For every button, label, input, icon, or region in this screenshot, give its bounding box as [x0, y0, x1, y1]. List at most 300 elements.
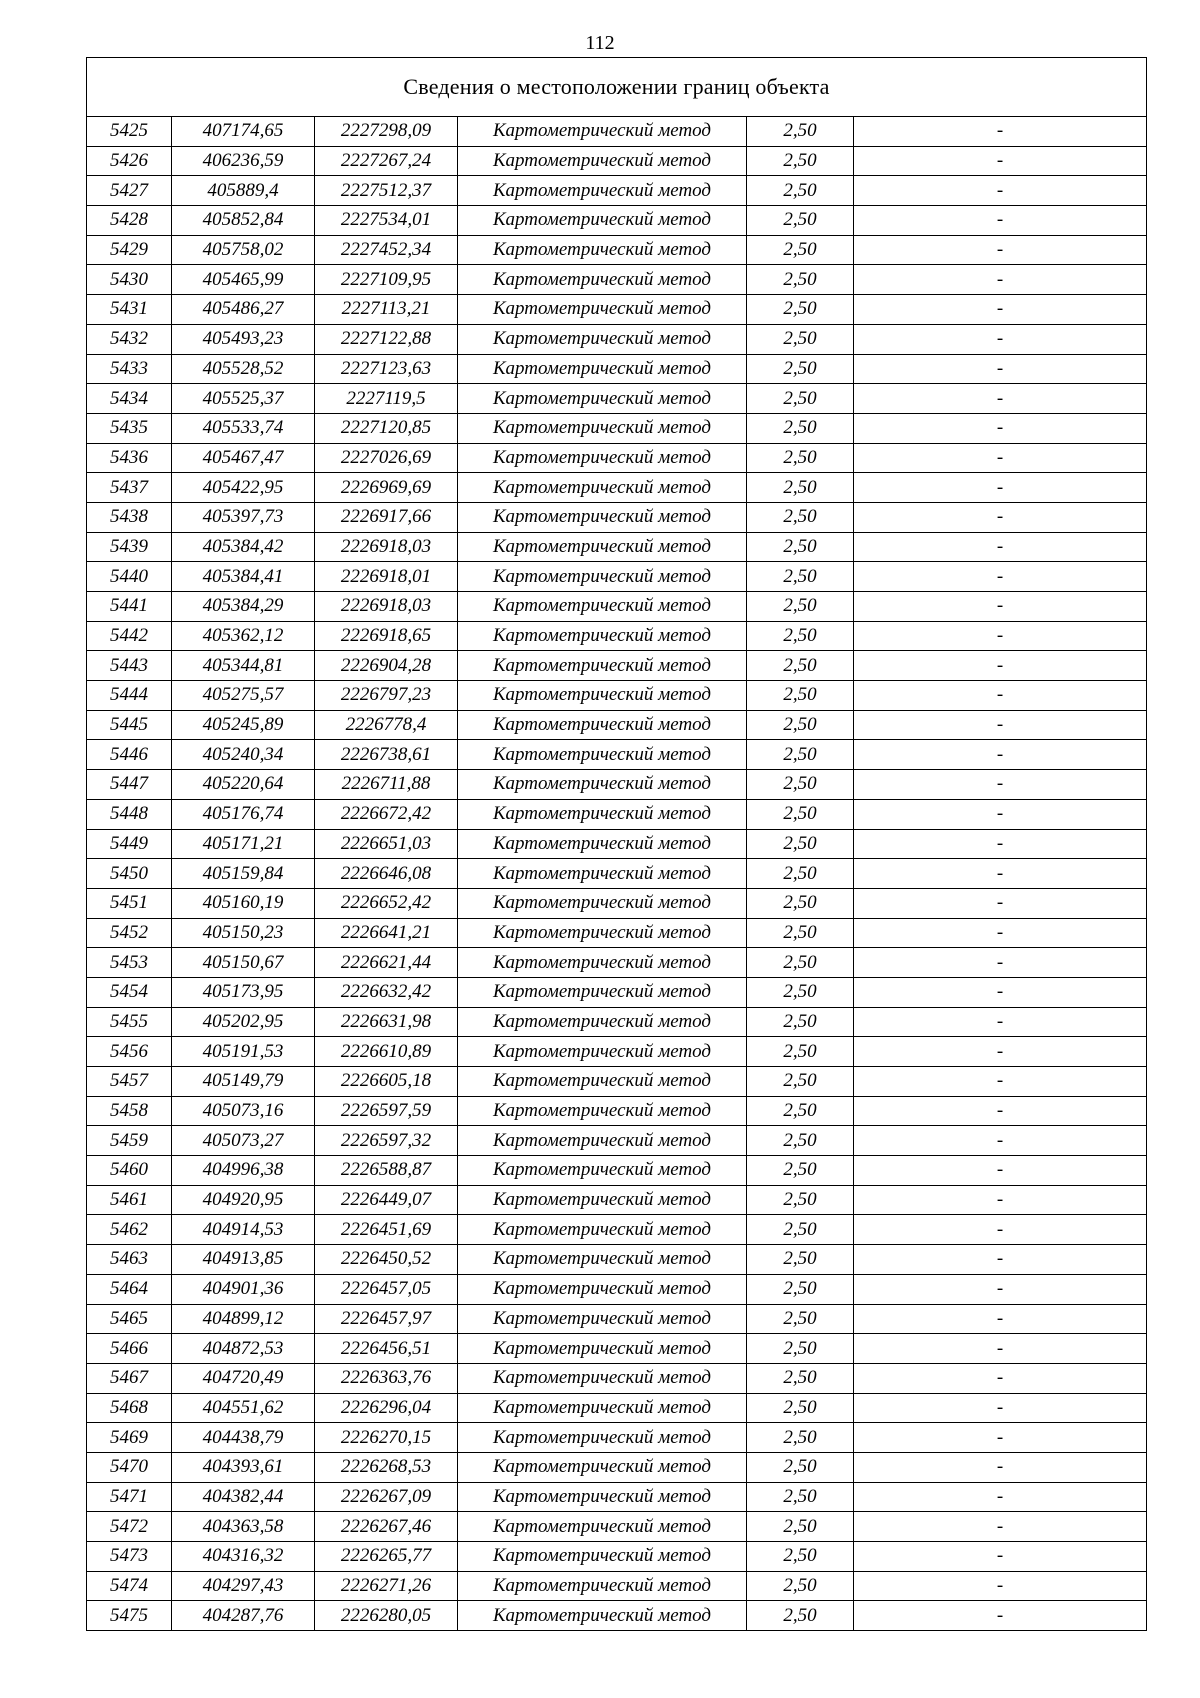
x-coordinate-cell: 404316,32: [172, 1542, 315, 1572]
x-coordinate-cell: 405159,84: [172, 859, 315, 889]
description-cell: -: [854, 562, 1147, 592]
point-number-cell: 5464: [87, 1274, 172, 1304]
point-number-cell: 5463: [87, 1245, 172, 1275]
description-cell: -: [854, 1126, 1147, 1156]
y-coordinate-cell: 2226265,77: [315, 1542, 458, 1572]
point-number-cell: 5454: [87, 977, 172, 1007]
description-cell: -: [854, 117, 1147, 147]
point-number-cell: 5441: [87, 592, 172, 622]
x-coordinate-cell: 405758,02: [172, 235, 315, 265]
y-coordinate-cell: 2227120,85: [315, 413, 458, 443]
description-cell: -: [854, 829, 1147, 859]
y-coordinate-cell: 2226280,05: [315, 1601, 458, 1631]
table-row: [87, 295, 1147, 325]
method-cell: Картометрический метод: [458, 1185, 747, 1215]
description-cell: -: [854, 651, 1147, 681]
method-cell: Картометрический метод: [458, 1601, 747, 1631]
table-row: [87, 473, 1147, 503]
point-number-cell: 5435: [87, 413, 172, 443]
accuracy-cell: 2,50: [747, 1542, 854, 1572]
y-coordinate-cell: 2226267,09: [315, 1482, 458, 1512]
accuracy-cell: 2,50: [747, 176, 854, 206]
accuracy-cell: 2,50: [747, 829, 854, 859]
table-row: [87, 1067, 1147, 1097]
method-cell: Картометрический метод: [458, 1334, 747, 1364]
description-cell: -: [854, 443, 1147, 473]
y-coordinate-cell: 2227267,24: [315, 146, 458, 176]
description-cell: -: [854, 1215, 1147, 1245]
table-row: [87, 1245, 1147, 1275]
y-coordinate-cell: 2226918,01: [315, 562, 458, 592]
point-number-cell: 5446: [87, 740, 172, 770]
boundary-coordinates-table: [86, 57, 1147, 1631]
point-number-cell: 5460: [87, 1156, 172, 1186]
description-cell: -: [854, 888, 1147, 918]
description-cell: -: [854, 1542, 1147, 1572]
description-cell: -: [854, 710, 1147, 740]
method-cell: Картометрический метод: [458, 1067, 747, 1097]
y-coordinate-cell: 2226917,66: [315, 502, 458, 532]
description-cell: -: [854, 1452, 1147, 1482]
accuracy-cell: 2,50: [747, 324, 854, 354]
description-cell: -: [854, 1363, 1147, 1393]
y-coordinate-cell: 2226646,08: [315, 859, 458, 889]
table-row: [87, 206, 1147, 236]
point-number-cell: 5436: [87, 443, 172, 473]
description-cell: -: [854, 592, 1147, 622]
table-body: [87, 117, 1147, 1631]
point-number-cell: 5459: [87, 1126, 172, 1156]
y-coordinate-cell: 2226778,4: [315, 710, 458, 740]
x-coordinate-cell: 405525,37: [172, 384, 315, 414]
table-row: [87, 1542, 1147, 1572]
x-coordinate-cell: 405220,64: [172, 770, 315, 800]
x-coordinate-cell: 404363,58: [172, 1512, 315, 1542]
y-coordinate-cell: 2226363,76: [315, 1363, 458, 1393]
y-coordinate-cell: 2227298,09: [315, 117, 458, 147]
description-cell: -: [854, 146, 1147, 176]
accuracy-cell: 2,50: [747, 473, 854, 503]
y-coordinate-cell: 2226738,61: [315, 740, 458, 770]
y-coordinate-cell: 2227119,5: [315, 384, 458, 414]
method-cell: Картометрический метод: [458, 1571, 747, 1601]
table-row: [87, 502, 1147, 532]
x-coordinate-cell: 405073,16: [172, 1096, 315, 1126]
table-row: [87, 829, 1147, 859]
description-cell: -: [854, 354, 1147, 384]
method-cell: Картометрический метод: [458, 1126, 747, 1156]
method-cell: Картометрический метод: [458, 1245, 747, 1275]
point-number-cell: 5453: [87, 948, 172, 978]
method-cell: Картометрический метод: [458, 621, 747, 651]
point-number-cell: 5437: [87, 473, 172, 503]
description-cell: -: [854, 235, 1147, 265]
x-coordinate-cell: 405493,23: [172, 324, 315, 354]
method-cell: Картометрический метод: [458, 1156, 747, 1186]
method-cell: Картометрический метод: [458, 532, 747, 562]
point-number-cell: 5465: [87, 1304, 172, 1334]
method-cell: Картометрический метод: [458, 651, 747, 681]
method-cell: Картометрический метод: [458, 1512, 747, 1542]
table-row: [87, 1007, 1147, 1037]
description-cell: -: [854, 473, 1147, 503]
point-number-cell: 5427: [87, 176, 172, 206]
table-row: [87, 443, 1147, 473]
x-coordinate-cell: 404287,76: [172, 1601, 315, 1631]
description-cell: -: [854, 918, 1147, 948]
x-coordinate-cell: 405384,41: [172, 562, 315, 592]
table-row: [87, 176, 1147, 206]
table-row: [87, 1185, 1147, 1215]
y-coordinate-cell: 2226904,28: [315, 651, 458, 681]
table-row: [87, 324, 1147, 354]
description-cell: -: [854, 859, 1147, 889]
description-cell: -: [854, 1512, 1147, 1542]
y-coordinate-cell: 2226652,42: [315, 888, 458, 918]
method-cell: Картометрический метод: [458, 1304, 747, 1334]
point-number-cell: 5428: [87, 206, 172, 236]
x-coordinate-cell: 405422,95: [172, 473, 315, 503]
y-coordinate-cell: 2226268,53: [315, 1452, 458, 1482]
accuracy-cell: 2,50: [747, 1452, 854, 1482]
accuracy-cell: 2,50: [747, 384, 854, 414]
x-coordinate-cell: 406236,59: [172, 146, 315, 176]
accuracy-cell: 2,50: [747, 354, 854, 384]
x-coordinate-cell: 405150,23: [172, 918, 315, 948]
table-row: [87, 651, 1147, 681]
method-cell: Картометрический метод: [458, 354, 747, 384]
x-coordinate-cell: 404899,12: [172, 1304, 315, 1334]
table-row: [87, 1363, 1147, 1393]
point-number-cell: 5442: [87, 621, 172, 651]
accuracy-cell: 2,50: [747, 681, 854, 711]
x-coordinate-cell: 404996,38: [172, 1156, 315, 1186]
accuracy-cell: 2,50: [747, 413, 854, 443]
table-row: [87, 859, 1147, 889]
method-cell: Картометрический метод: [458, 1215, 747, 1245]
accuracy-cell: 2,50: [747, 1245, 854, 1275]
table-row: [87, 977, 1147, 1007]
x-coordinate-cell: 405465,99: [172, 265, 315, 295]
table-row: [87, 592, 1147, 622]
accuracy-cell: 2,50: [747, 710, 854, 740]
accuracy-cell: 2,50: [747, 235, 854, 265]
method-cell: Картометрический метод: [458, 443, 747, 473]
method-cell: Картометрический метод: [458, 1363, 747, 1393]
page-number: 112: [585, 32, 615, 54]
x-coordinate-cell: 405275,57: [172, 681, 315, 711]
description-cell: -: [854, 1393, 1147, 1423]
table-row: [87, 1393, 1147, 1423]
description-cell: -: [854, 1304, 1147, 1334]
description-cell: -: [854, 799, 1147, 829]
point-number-cell: 5429: [87, 235, 172, 265]
point-number-cell: 5458: [87, 1096, 172, 1126]
accuracy-cell: 2,50: [747, 1423, 854, 1453]
x-coordinate-cell: 405073,27: [172, 1126, 315, 1156]
description-cell: -: [854, 413, 1147, 443]
x-coordinate-cell: 405240,34: [172, 740, 315, 770]
method-cell: Картометрический метод: [458, 829, 747, 859]
x-coordinate-cell: 405245,89: [172, 710, 315, 740]
method-cell: Картометрический метод: [458, 1037, 747, 1067]
table-row: [87, 710, 1147, 740]
point-number-cell: 5443: [87, 651, 172, 681]
table-row: [87, 770, 1147, 800]
x-coordinate-cell: 404382,44: [172, 1482, 315, 1512]
table-row: [87, 235, 1147, 265]
point-number-cell: 5469: [87, 1423, 172, 1453]
table-row: [87, 1096, 1147, 1126]
x-coordinate-cell: 404914,53: [172, 1215, 315, 1245]
x-coordinate-cell: 405149,79: [172, 1067, 315, 1097]
y-coordinate-cell: 2226631,98: [315, 1007, 458, 1037]
accuracy-cell: 2,50: [747, 1571, 854, 1601]
x-coordinate-cell: 405397,73: [172, 502, 315, 532]
table-row: [87, 354, 1147, 384]
accuracy-cell: 2,50: [747, 1601, 854, 1631]
description-cell: -: [854, 1245, 1147, 1275]
x-coordinate-cell: 405362,12: [172, 621, 315, 651]
description-cell: -: [854, 1007, 1147, 1037]
method-cell: Картометрический метод: [458, 384, 747, 414]
point-number-cell: 5439: [87, 532, 172, 562]
y-coordinate-cell: 2226270,15: [315, 1423, 458, 1453]
accuracy-cell: 2,50: [747, 799, 854, 829]
table-row: [87, 413, 1147, 443]
accuracy-cell: 2,50: [747, 1067, 854, 1097]
accuracy-cell: 2,50: [747, 265, 854, 295]
y-coordinate-cell: 2227109,95: [315, 265, 458, 295]
point-number-cell: 5457: [87, 1067, 172, 1097]
x-coordinate-cell: 404901,36: [172, 1274, 315, 1304]
description-cell: -: [854, 532, 1147, 562]
table-row: [87, 1512, 1147, 1542]
method-cell: Картометрический метод: [458, 117, 747, 147]
description-cell: -: [854, 1571, 1147, 1601]
accuracy-cell: 2,50: [747, 592, 854, 622]
method-cell: Картометрический метод: [458, 265, 747, 295]
y-coordinate-cell: 2226457,97: [315, 1304, 458, 1334]
y-coordinate-cell: 2227512,37: [315, 176, 458, 206]
description-cell: -: [854, 740, 1147, 770]
accuracy-cell: 2,50: [747, 1304, 854, 1334]
accuracy-cell: 2,50: [747, 1334, 854, 1364]
accuracy-cell: 2,50: [747, 621, 854, 651]
method-cell: Картометрический метод: [458, 235, 747, 265]
accuracy-cell: 2,50: [747, 948, 854, 978]
accuracy-cell: 2,50: [747, 977, 854, 1007]
x-coordinate-cell: 404720,49: [172, 1363, 315, 1393]
x-coordinate-cell: 405889,4: [172, 176, 315, 206]
description-cell: -: [854, 324, 1147, 354]
accuracy-cell: 2,50: [747, 443, 854, 473]
accuracy-cell: 2,50: [747, 146, 854, 176]
y-coordinate-cell: 2226797,23: [315, 681, 458, 711]
x-coordinate-cell: 405160,19: [172, 888, 315, 918]
point-number-cell: 5445: [87, 710, 172, 740]
accuracy-cell: 2,50: [747, 1482, 854, 1512]
y-coordinate-cell: 2226918,03: [315, 532, 458, 562]
y-coordinate-cell: 2226456,51: [315, 1334, 458, 1364]
accuracy-cell: 2,50: [747, 502, 854, 532]
description-cell: -: [854, 1037, 1147, 1067]
y-coordinate-cell: 2227122,88: [315, 324, 458, 354]
description-cell: -: [854, 502, 1147, 532]
description-cell: -: [854, 1185, 1147, 1215]
method-cell: Картометрический метод: [458, 770, 747, 800]
description-cell: -: [854, 206, 1147, 236]
accuracy-cell: 2,50: [747, 1393, 854, 1423]
table-row: [87, 146, 1147, 176]
point-number-cell: 5471: [87, 1482, 172, 1512]
table-row: [87, 1571, 1147, 1601]
x-coordinate-cell: 404920,95: [172, 1185, 315, 1215]
table-row: [87, 888, 1147, 918]
point-number-cell: 5474: [87, 1571, 172, 1601]
point-number-cell: 5449: [87, 829, 172, 859]
point-number-cell: 5425: [87, 117, 172, 147]
method-cell: Картометрический метод: [458, 740, 747, 770]
method-cell: Картометрический метод: [458, 799, 747, 829]
description-cell: -: [854, 770, 1147, 800]
table-row: [87, 1156, 1147, 1186]
point-number-cell: 5444: [87, 681, 172, 711]
y-coordinate-cell: 2226271,26: [315, 1571, 458, 1601]
point-number-cell: 5451: [87, 888, 172, 918]
x-coordinate-cell: 404438,79: [172, 1423, 315, 1453]
y-coordinate-cell: 2226711,88: [315, 770, 458, 800]
y-coordinate-cell: 2226969,69: [315, 473, 458, 503]
description-cell: -: [854, 621, 1147, 651]
accuracy-cell: 2,50: [747, 1215, 854, 1245]
table-row: [87, 1482, 1147, 1512]
x-coordinate-cell: 405384,29: [172, 592, 315, 622]
description-cell: -: [854, 1096, 1147, 1126]
description-cell: -: [854, 1067, 1147, 1097]
x-coordinate-cell: 405202,95: [172, 1007, 315, 1037]
x-coordinate-cell: 404872,53: [172, 1334, 315, 1364]
table-row: [87, 1304, 1147, 1334]
point-number-cell: 5455: [87, 1007, 172, 1037]
table-row: [87, 1452, 1147, 1482]
method-cell: Картометрический метод: [458, 681, 747, 711]
accuracy-cell: 2,50: [747, 1185, 854, 1215]
x-coordinate-cell: 405171,21: [172, 829, 315, 859]
method-cell: Картометрический метод: [458, 1007, 747, 1037]
accuracy-cell: 2,50: [747, 1037, 854, 1067]
accuracy-cell: 2,50: [747, 651, 854, 681]
table-row: [87, 1274, 1147, 1304]
description-cell: -: [854, 1156, 1147, 1186]
accuracy-cell: 2,50: [747, 532, 854, 562]
description-cell: -: [854, 1423, 1147, 1453]
point-number-cell: 5432: [87, 324, 172, 354]
method-cell: Картометрический метод: [458, 146, 747, 176]
point-number-cell: 5470: [87, 1452, 172, 1482]
point-number-cell: 5462: [87, 1215, 172, 1245]
accuracy-cell: 2,50: [747, 1156, 854, 1186]
point-number-cell: 5452: [87, 918, 172, 948]
table-row: [87, 621, 1147, 651]
table-row: [87, 740, 1147, 770]
x-coordinate-cell: 404393,61: [172, 1452, 315, 1482]
accuracy-cell: 2,50: [747, 740, 854, 770]
point-number-cell: 5434: [87, 384, 172, 414]
point-number-cell: 5426: [87, 146, 172, 176]
x-coordinate-cell: 404297,43: [172, 1571, 315, 1601]
x-coordinate-cell: 407174,65: [172, 117, 315, 147]
point-number-cell: 5473: [87, 1542, 172, 1572]
method-cell: Картометрический метод: [458, 502, 747, 532]
point-number-cell: 5467: [87, 1363, 172, 1393]
accuracy-cell: 2,50: [747, 888, 854, 918]
accuracy-cell: 2,50: [747, 562, 854, 592]
accuracy-cell: 2,50: [747, 859, 854, 889]
accuracy-cell: 2,50: [747, 1512, 854, 1542]
x-coordinate-cell: 405486,27: [172, 295, 315, 325]
point-number-cell: 5466: [87, 1334, 172, 1364]
x-coordinate-cell: 405176,74: [172, 799, 315, 829]
description-cell: -: [854, 977, 1147, 1007]
method-cell: Картометрический метод: [458, 1274, 747, 1304]
method-cell: Картометрический метод: [458, 206, 747, 236]
table-row: [87, 1126, 1147, 1156]
y-coordinate-cell: 2226621,44: [315, 948, 458, 978]
accuracy-cell: 2,50: [747, 770, 854, 800]
point-number-cell: 5430: [87, 265, 172, 295]
y-coordinate-cell: 2227452,34: [315, 235, 458, 265]
y-coordinate-cell: 2226641,21: [315, 918, 458, 948]
method-cell: Картометрический метод: [458, 1452, 747, 1482]
method-cell: Картометрический метод: [458, 413, 747, 443]
y-coordinate-cell: 2226632,42: [315, 977, 458, 1007]
y-coordinate-cell: 2226588,87: [315, 1156, 458, 1186]
table-title: Сведения о местоположении границ объекта: [87, 58, 1147, 117]
x-coordinate-cell: 405384,42: [172, 532, 315, 562]
x-coordinate-cell: 405467,47: [172, 443, 315, 473]
y-coordinate-cell: 2226672,42: [315, 799, 458, 829]
point-number-cell: 5433: [87, 354, 172, 384]
method-cell: Картометрический метод: [458, 888, 747, 918]
point-number-cell: 5472: [87, 1512, 172, 1542]
description-cell: -: [854, 1274, 1147, 1304]
table-row: [87, 1334, 1147, 1364]
table-row: [87, 1423, 1147, 1453]
x-coordinate-cell: 405150,67: [172, 948, 315, 978]
y-coordinate-cell: 2226457,05: [315, 1274, 458, 1304]
description-cell: -: [854, 265, 1147, 295]
x-coordinate-cell: 405344,81: [172, 651, 315, 681]
table-row: [87, 1601, 1147, 1631]
method-cell: Картометрический метод: [458, 562, 747, 592]
y-coordinate-cell: 2226918,65: [315, 621, 458, 651]
method-cell: Картометрический метод: [458, 592, 747, 622]
y-coordinate-cell: 2226597,32: [315, 1126, 458, 1156]
y-coordinate-cell: 2226605,18: [315, 1067, 458, 1097]
description-cell: -: [854, 176, 1147, 206]
description-cell: -: [854, 681, 1147, 711]
table-row: [87, 1215, 1147, 1245]
table-row: [87, 117, 1147, 147]
method-cell: Картометрический метод: [458, 295, 747, 325]
x-coordinate-cell: 404551,62: [172, 1393, 315, 1423]
description-cell: -: [854, 1482, 1147, 1512]
accuracy-cell: 2,50: [747, 918, 854, 948]
point-number-cell: 5475: [87, 1601, 172, 1631]
table-row: [87, 799, 1147, 829]
accuracy-cell: 2,50: [747, 1126, 854, 1156]
